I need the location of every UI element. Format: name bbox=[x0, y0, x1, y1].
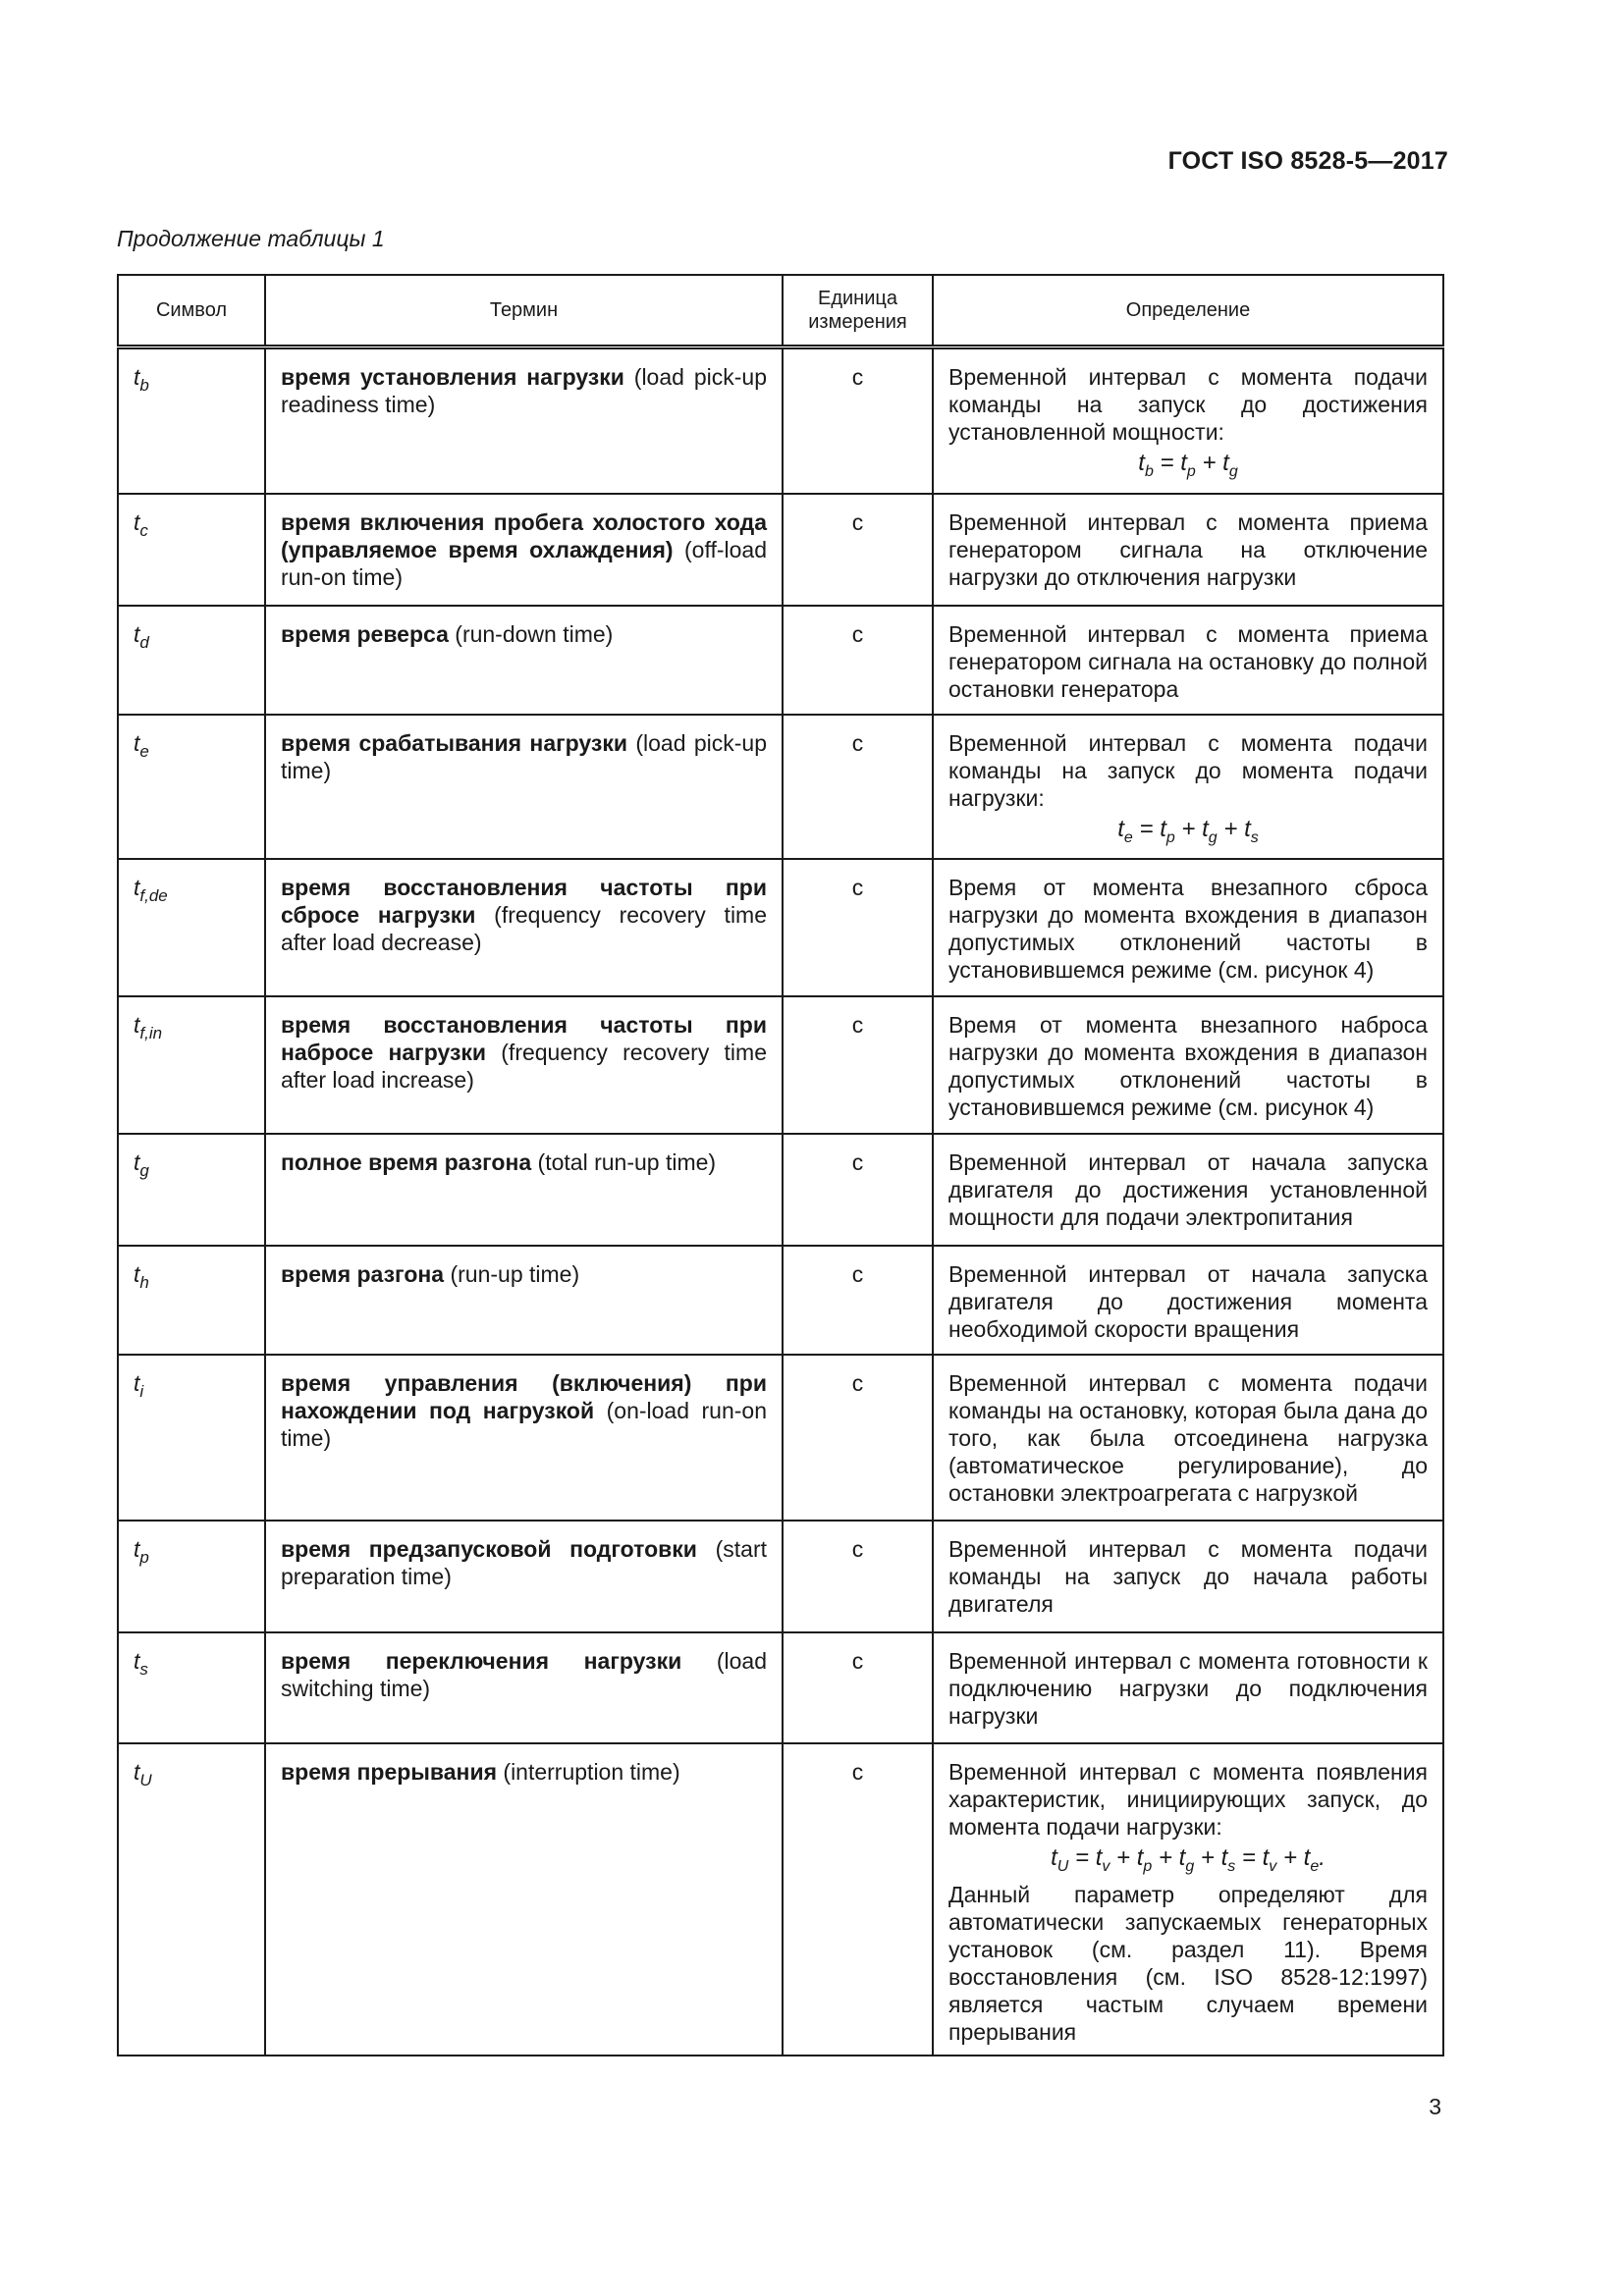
term-cell bbox=[265, 1743, 783, 2056]
term-cell bbox=[265, 859, 783, 996]
term-english: (load switching time) bbox=[281, 1647, 767, 1701]
table-caption: Продолжение таблицы 1 bbox=[117, 226, 385, 251]
column-header-symbol: Символ bbox=[118, 275, 265, 347]
term-cell bbox=[265, 1355, 783, 1521]
definition-text: Временной интервал с момента приема генератором сигнала на остановку до полной остановки генератора bbox=[948, 620, 1428, 702]
definition-text: Время от момента внезапного сброса нагрузки до момента вхождения в диапазон допустимых отклонений частоты в установившемся режиме (см. рисунок 4) bbox=[948, 874, 1428, 983]
definition-cell bbox=[933, 715, 1443, 859]
term-cell bbox=[265, 1521, 783, 1632]
term-english: (start preparation time) bbox=[281, 1535, 768, 1589]
symbol-cell bbox=[118, 1743, 265, 2056]
table-row bbox=[118, 494, 1443, 606]
definition-text: Временной интервал с момента готовности к подключению нагрузки до подключения нагрузки bbox=[948, 1647, 1428, 1729]
definition-text: Временной интервал с момента подачи команды на запуск до начала работы двигателя bbox=[948, 1535, 1428, 1617]
symbol-base: t bbox=[134, 1758, 140, 1785]
document-code: ГОСТ ISO 8528-5—2017 bbox=[1167, 147, 1448, 175]
term-cell bbox=[265, 1134, 783, 1246]
definition-cell bbox=[933, 606, 1443, 715]
term-cell bbox=[265, 606, 783, 715]
unit-cell: с bbox=[783, 1521, 933, 1632]
unit-cell: с bbox=[783, 606, 933, 715]
symbol-subscript: U bbox=[139, 1770, 152, 1789]
symbol-subscript: b bbox=[139, 376, 149, 395]
unit-cell: с bbox=[783, 347, 933, 494]
definition-cell bbox=[933, 1743, 1443, 2056]
definition-cell bbox=[933, 494, 1443, 606]
symbol-subscript: c bbox=[139, 520, 148, 540]
term-russian: время включения пробега холостого хода (управляемое время охлаждения) bbox=[281, 508, 767, 562]
symbol-base: t bbox=[134, 1148, 140, 1175]
definition-note: Данный параметр определяют для автоматически запускаемых генераторных установок (см. раздел 11). Время восстановления (см. ISO 8528-12:1997) является частым случаем времени прерывания bbox=[948, 1881, 1428, 2045]
term-english: (frequency recovery time after load decrease) bbox=[281, 901, 768, 955]
term-russian: время восстановления частоты при набросе нагрузки bbox=[281, 1011, 767, 1065]
column-header-definition: Определение bbox=[933, 275, 1443, 347]
unit-cell: с bbox=[783, 715, 933, 859]
definition-text: Временной интервал с момента подачи команды на запуск до момента подачи нагрузки: bbox=[948, 729, 1428, 811]
term-english: (on-load run-on time) bbox=[281, 1397, 767, 1451]
definition-cell bbox=[933, 1246, 1443, 1355]
unit-cell: с bbox=[783, 859, 933, 996]
symbol-subscript: e bbox=[139, 741, 149, 761]
definition-cell bbox=[933, 1632, 1443, 1743]
term-english: (run-down time) bbox=[448, 620, 614, 647]
unit-cell: с bbox=[783, 1134, 933, 1246]
table-row bbox=[118, 606, 1443, 715]
unit-cell: с bbox=[783, 494, 933, 606]
unit-cell: с bbox=[783, 1355, 933, 1521]
term-english: (load pick-up time) bbox=[281, 729, 767, 783]
symbol-base: t bbox=[134, 620, 140, 647]
term-russian: время переключения нагрузки bbox=[281, 1647, 682, 1674]
table-row bbox=[118, 1743, 1443, 2056]
table-row bbox=[118, 347, 1443, 494]
symbol-cell bbox=[118, 347, 265, 494]
definition-text: Временной интервал от начала запуска двигателя до достижения установленной мощности для подачи электропитания bbox=[948, 1148, 1428, 1230]
symbol-subscript: d bbox=[139, 632, 149, 652]
symbol-cell bbox=[118, 1246, 265, 1355]
table-header-row bbox=[118, 275, 1443, 347]
term-cell bbox=[265, 996, 783, 1134]
definition-cell bbox=[933, 996, 1443, 1134]
definition-formula: $t_b = t_p + t_g$ bbox=[1138, 450, 1238, 480]
symbol-base: t bbox=[134, 508, 140, 535]
definition-cell bbox=[933, 347, 1443, 494]
definition-text: Временной интервал от начала запуска двигателя до достижения момента необходимой скорости вращения bbox=[948, 1260, 1428, 1342]
unit-cell: с bbox=[783, 1632, 933, 1743]
definition-cell bbox=[933, 1521, 1443, 1632]
unit-cell: с bbox=[783, 1743, 933, 2056]
symbol-base: t bbox=[134, 1535, 140, 1562]
symbol-subscript: f,in bbox=[139, 1023, 163, 1042]
page-number: 3 bbox=[1429, 2094, 1441, 2119]
table-row bbox=[118, 1134, 1443, 1246]
symbol-cell bbox=[118, 606, 265, 715]
symbol-cell bbox=[118, 715, 265, 859]
term-cell bbox=[265, 494, 783, 606]
definition-text: Временной интервал с момента подачи команды на остановку, которая была дана до того, как была отсоединена нагрузка (автоматическое регулирование), до остановки электроагрегата с нагрузкой bbox=[948, 1369, 1428, 1506]
symbol-subscript: f,de bbox=[139, 885, 168, 905]
symbol-subscript: i bbox=[139, 1381, 144, 1401]
definition-cell bbox=[933, 1355, 1443, 1521]
symbol-base: t bbox=[134, 729, 140, 756]
symbol-base: t bbox=[134, 364, 140, 390]
definition-text: Временной интервал с момента приема генератором сигнала на отключение нагрузки до отключения нагрузки bbox=[948, 508, 1428, 590]
symbol-base: t bbox=[134, 1011, 140, 1038]
terms-table bbox=[117, 274, 1444, 2056]
term-english: (frequency recovery time after load increase) bbox=[281, 1039, 767, 1093]
term-english: (run-up time) bbox=[444, 1260, 580, 1287]
table-row bbox=[118, 1355, 1443, 1521]
term-russian: время срабатывания нагрузки bbox=[281, 729, 628, 756]
definition-text: Время от момента внезапного наброса нагрузки до момента вхождения в диапазон допустимых отклонений частоты в установившемся режиме (см. рисунок 4) bbox=[948, 1011, 1428, 1120]
table-row bbox=[118, 1521, 1443, 1632]
symbol-cell bbox=[118, 1134, 265, 1246]
definition-text: Временной интервал с момента появления характеристик, инициирующих запуск, до момента подачи нагрузки: bbox=[948, 1758, 1428, 1840]
term-cell bbox=[265, 1632, 783, 1743]
definition-cell bbox=[933, 859, 1443, 996]
term-english: (total run-up time) bbox=[531, 1148, 717, 1175]
term-cell bbox=[265, 347, 783, 494]
term-russian: время управления (включения) при нахождении под нагрузкой bbox=[281, 1369, 767, 1423]
symbol-cell bbox=[118, 996, 265, 1134]
term-english: (load pick-up readiness time) bbox=[281, 364, 767, 417]
symbol-subscript: s bbox=[139, 1659, 148, 1679]
term-russian: время прерывания bbox=[281, 1758, 498, 1785]
table-row bbox=[118, 1632, 1443, 1743]
term-russian: время реверса bbox=[281, 620, 449, 647]
unit-cell: с bbox=[783, 996, 933, 1134]
definition-formula: $t_U = t_v + t_p + t_g + t_s = t_v + t_e$. bbox=[1051, 1843, 1326, 1875]
symbol-cell bbox=[118, 1521, 265, 1632]
term-english: (interruption time) bbox=[497, 1758, 680, 1785]
symbol-cell bbox=[118, 1355, 265, 1521]
symbol-base: t bbox=[134, 1647, 140, 1674]
symbol-subscript: g bbox=[139, 1160, 149, 1180]
definition-formula: $t_e = t_p + t_g + t_s$ bbox=[1117, 815, 1259, 846]
symbol-base: t bbox=[134, 1260, 140, 1287]
term-russian: полное время разгона bbox=[281, 1148, 532, 1175]
term-cell bbox=[265, 715, 783, 859]
unit-cell: с bbox=[783, 1246, 933, 1355]
table-row bbox=[118, 996, 1443, 1134]
symbol-cell bbox=[118, 1632, 265, 1743]
definition-text: Временной интервал с момента подачи команды на запуск до достижения установленной мощности: bbox=[948, 364, 1428, 445]
term-russian: время восстановления частоты при сбросе нагрузки bbox=[281, 874, 767, 928]
symbol-cell bbox=[118, 859, 265, 996]
symbol-base: t bbox=[134, 874, 140, 900]
term-russian: время установления нагрузки bbox=[281, 364, 624, 390]
definition-cell bbox=[933, 1134, 1443, 1246]
term-russian: время предзапусковой подготовки bbox=[281, 1535, 697, 1562]
term-russian: время разгона bbox=[281, 1260, 445, 1287]
table-row bbox=[118, 715, 1443, 859]
symbol-cell bbox=[118, 494, 265, 606]
symbol-subscript: h bbox=[139, 1272, 149, 1292]
table-row bbox=[118, 859, 1443, 996]
term-english: (off-load run-on time) bbox=[281, 536, 767, 590]
symbol-subscript: p bbox=[139, 1547, 149, 1567]
symbol-base: t bbox=[134, 1369, 140, 1396]
table-row bbox=[118, 1246, 1443, 1355]
column-header-unit: Единица измерения bbox=[783, 275, 933, 347]
term-cell bbox=[265, 1246, 783, 1355]
column-header-term: Термин bbox=[265, 275, 783, 347]
